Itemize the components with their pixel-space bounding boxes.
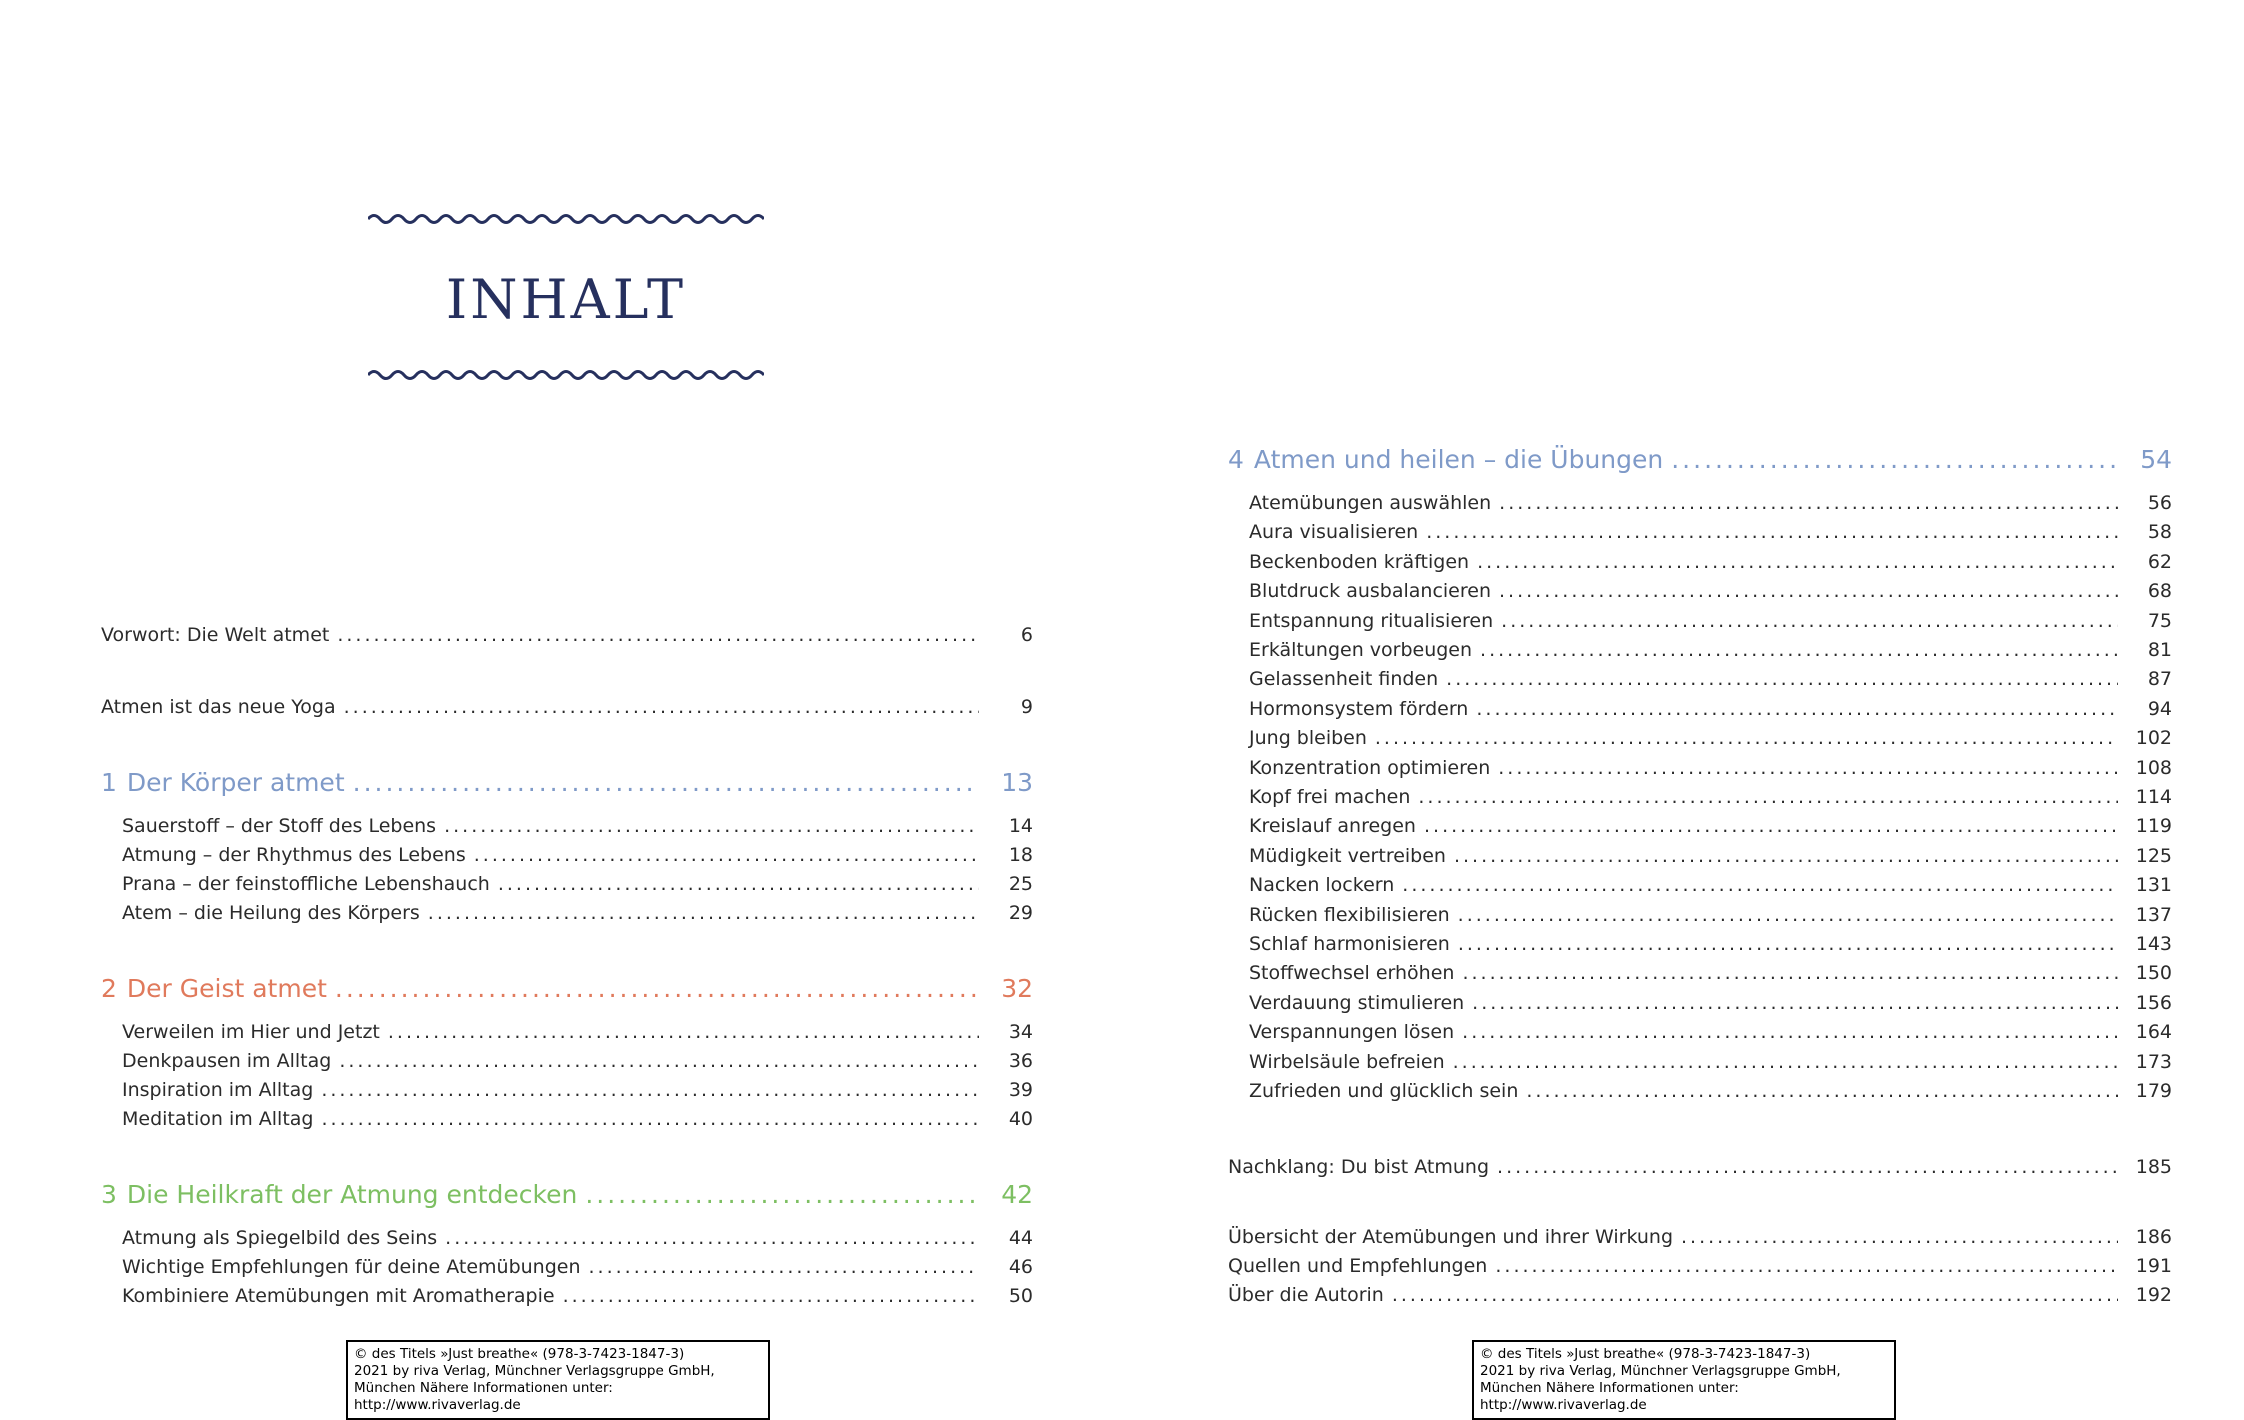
leader-dots: [321, 1079, 979, 1101]
toc-entry-label: Verdauung stimulieren: [1249, 991, 1465, 1014]
toc-entry[interactable]: [1249, 757, 2172, 779]
toc-entry-page: 14: [1008, 815, 1033, 837]
toc-entry[interactable]: [1249, 551, 2172, 573]
copyright-line: 2021 by riva Verlag, Münchner Verlagsgruppe GmbH,: [354, 1363, 715, 1379]
toc-entry[interactable]: [1249, 492, 2172, 514]
toc-entry-page: 87: [2147, 668, 2172, 691]
copyright-line: © des Titels »Just breathe« (978-3-7423-1847-3): [1480, 1346, 1811, 1362]
toc-entry-page: 44: [1008, 1227, 1033, 1249]
toc-entry-label: Müdigkeit vertreiben: [1249, 844, 1446, 867]
toc-entry-label: Denkpausen im Alltag: [122, 1050, 332, 1072]
toc-entry[interactable]: [122, 844, 1033, 866]
chapter-number: 1: [101, 768, 117, 797]
toc-entry-label: Wirbelsäule befreien: [1249, 1050, 1445, 1073]
toc-entry[interactable]: [1249, 668, 2172, 690]
left-page: [0, 0, 1122, 1417]
chapter-title: Atmen und heilen – die Übungen: [1253, 445, 1664, 474]
toc-entry-page: 62: [2147, 550, 2172, 573]
toc-entry-label: Jung bleiben: [1249, 727, 1367, 750]
toc-entry[interactable]: [122, 1285, 1033, 1307]
bottom-wave-ornament: [368, 366, 764, 384]
toc-entry[interactable]: [122, 1108, 1033, 1130]
leader-dots: [444, 815, 979, 837]
leader-dots: [339, 1050, 979, 1072]
toc-entry-label: Zufrieden und glücklich sein: [1249, 1080, 1519, 1102]
toc-entry-label: Konzentration optimieren: [1249, 756, 1491, 779]
toc-entry-label: Atmung – der Rhythmus des Lebens: [122, 844, 466, 866]
toc-entry-page: 179: [2135, 1080, 2172, 1102]
leader-dots: [344, 696, 979, 718]
toc-entry-page: 40: [1008, 1108, 1033, 1130]
toc-entry-label: Übersicht der Atemübungen und ihrer Wirkung: [1228, 1226, 1674, 1248]
toc-entry-page: 39: [1008, 1079, 1033, 1101]
toc-chapter-4[interactable]: [1228, 445, 2172, 474]
leader-dots: [337, 624, 979, 646]
toc-entry[interactable]: [1249, 698, 2172, 720]
toc-entry[interactable]: [1249, 962, 2172, 984]
leader-dots: [1418, 786, 2118, 808]
toc-entry-page: 108: [2135, 756, 2172, 779]
top-wave-ornament: [368, 210, 764, 228]
leader-dots: [1497, 1156, 2118, 1178]
toc-entry-appendix[interactable]: [1228, 1284, 2172, 1306]
leader-dots: [1476, 698, 2118, 720]
toc-entry-page: 137: [2135, 903, 2172, 926]
toc-entry[interactable]: [1249, 580, 2172, 602]
toc-entry-label: Entspannung ritualisieren: [1249, 609, 1494, 632]
toc-entry-page: 58: [2147, 521, 2172, 544]
toc-entry-label: Gelassenheit finden: [1249, 668, 1439, 691]
leader-dots: [1426, 521, 2118, 543]
leader-dots: [1477, 551, 2118, 573]
toc-entry-page: 186: [2135, 1226, 2172, 1248]
toc-entry[interactable]: [1249, 992, 2172, 1014]
toc-entry-label: Kombiniere Atemübungen mit Aromatherapie: [122, 1285, 555, 1307]
leader-dots: [585, 1180, 979, 1209]
toc-entry-page: 81: [2147, 639, 2172, 661]
leader-dots: [1499, 580, 2118, 602]
toc-entry-page: 29: [1008, 902, 1033, 924]
toc-entry[interactable]: [1249, 845, 2172, 867]
leader-dots: [1495, 1255, 2118, 1277]
toc-entry-page: 18: [1008, 844, 1033, 866]
toc-entry-label: Vorwort: Die Welt atmet: [101, 624, 330, 646]
toc-entry-label: Atem – die Heilung des Körpers: [122, 902, 420, 924]
chapter-number: 4: [1228, 445, 1244, 474]
leader-dots: [1681, 1226, 2118, 1248]
toc-entry-page: 75: [2147, 609, 2172, 632]
toc-entry-label: Atmung als Spiegelbild des Seins: [122, 1227, 438, 1249]
toc-entry-page: 46: [1008, 1256, 1033, 1278]
toc-entry-label: Verspannungen lösen: [1249, 1021, 1455, 1044]
leader-dots: [1499, 492, 2118, 514]
toc-entry-label: Verweilen im Hier und Jetzt: [122, 1021, 380, 1043]
toc-entry-page: 156: [2135, 991, 2172, 1014]
toc-entry[interactable]: [122, 1256, 1033, 1278]
toc-entry[interactable]: [1249, 786, 2172, 808]
leader-dots: [1454, 845, 2118, 867]
leader-dots: [335, 974, 979, 1003]
toc-entry-label: Rücken flexibilisieren: [1249, 903, 1450, 926]
page-title: INHALT: [445, 268, 687, 331]
toc-entry-page: 185: [2135, 1156, 2172, 1178]
toc-entry-page: 34: [1008, 1021, 1033, 1043]
toc-entry-label: Hormonsystem fördern: [1249, 697, 1469, 720]
leader-dots: [1402, 874, 2118, 896]
toc-entry-appendix[interactable]: [1228, 1255, 2172, 1277]
toc-entry-label: Schlaf harmonisieren: [1249, 933, 1450, 955]
toc-entry[interactable]: [1249, 1051, 2172, 1073]
toc-entry-label: Atmen ist das neue Yoga: [101, 696, 336, 718]
toc-entry[interactable]: [1249, 1021, 2172, 1043]
chapter-title: Der Körper atmet: [126, 768, 345, 797]
toc-entry-label: Beckenboden kräftigen: [1249, 550, 1470, 573]
toc-entry-vorwort[interactable]: [101, 624, 1033, 646]
toc-entry-page: 36: [1008, 1050, 1033, 1072]
toc-entry-label: Quellen und Empfehlungen: [1228, 1255, 1488, 1277]
chapter-number: 3: [101, 1180, 117, 1209]
leader-dots: [445, 1227, 979, 1249]
leader-dots: [1462, 962, 2118, 984]
toc-entry-page: 102: [2135, 727, 2172, 750]
leader-dots: [388, 1021, 979, 1043]
toc-entry-appendix[interactable]: [1228, 1226, 2172, 1248]
toc-entry[interactable]: [122, 815, 1033, 837]
toc-entry-page: 114: [2135, 786, 2172, 808]
chapter-title: Die Heilkraft der Atmung entdecken: [126, 1180, 578, 1209]
toc-entry[interactable]: [122, 873, 1033, 895]
toc-entry-label: Inspiration im Alltag: [122, 1079, 314, 1101]
toc-entry-page: 25: [1008, 873, 1033, 895]
chapter-page: 42: [1001, 1180, 1033, 1209]
leader-dots: [1375, 727, 2118, 749]
toc-chapter-3[interactable]: [101, 1180, 1033, 1209]
toc-entry-page: 9: [1020, 696, 1033, 718]
leader-dots: [563, 1285, 979, 1307]
toc-entry[interactable]: [122, 1050, 1033, 1072]
chapter-number: 2: [101, 974, 117, 1003]
leader-dots: [321, 1108, 979, 1130]
toc-entry[interactable]: [122, 1079, 1033, 1101]
chapter-page: 32: [1001, 974, 1033, 1003]
toc-entry-label: Erkältungen vorbeugen: [1249, 639, 1473, 661]
toc-entry-page: 143: [2135, 933, 2172, 955]
toc-entry-page: 131: [2135, 874, 2172, 897]
right-page: [1122, 0, 2244, 1417]
toc-entry[interactable]: [122, 1227, 1033, 1249]
toc-entry[interactable]: [1249, 815, 2172, 837]
toc-entry[interactable]: [1249, 874, 2172, 896]
toc-chapter-2[interactable]: [101, 974, 1033, 1003]
copyright-line: München Nähere Informationen unter: http://www.rivaverlag.de: [354, 1380, 613, 1413]
toc-entry-label: Meditation im Alltag: [122, 1108, 314, 1130]
toc-entry-label: Über die Autorin: [1228, 1284, 1384, 1306]
toc-entry[interactable]: [122, 902, 1033, 924]
toc-entry[interactable]: [1249, 904, 2172, 926]
leader-dots: [1392, 1284, 2118, 1306]
leader-dots: [1462, 1021, 2118, 1043]
toc-entry-page: 6: [1020, 624, 1033, 646]
chapter-page: 13: [1001, 768, 1033, 797]
toc-chapter-1[interactable]: [101, 768, 1033, 797]
leader-dots: [1526, 1080, 2118, 1102]
toc-entry-page: 150: [2135, 962, 2172, 985]
toc-entry-page: 56: [2147, 492, 2172, 514]
leader-dots: [353, 768, 979, 797]
toc-entry-page: 119: [2135, 815, 2172, 838]
toc-entry[interactable]: [1249, 639, 2172, 661]
chapter-title: Der Geist atmet: [126, 974, 327, 1003]
toc-entry-label: Blutdruck ausbalancieren: [1249, 580, 1491, 603]
leader-dots: [1472, 992, 2118, 1014]
toc-entry-page: 173: [2135, 1050, 2172, 1073]
leader-dots: [498, 873, 979, 895]
toc-entry-atmen-yoga[interactable]: [101, 696, 1033, 718]
toc-entry-page: 164: [2135, 1021, 2172, 1044]
leader-dots: [1671, 445, 2118, 474]
toc-entry-label: Sauerstoff – der Stoff des Lebens: [122, 815, 437, 837]
toc-entry-page: 68: [2147, 580, 2172, 603]
leader-dots: [1501, 610, 2118, 632]
toc-entry-page: 94: [2147, 697, 2172, 720]
toc-entry-label: Nacken lockern: [1249, 874, 1395, 897]
leader-dots: [589, 1256, 979, 1278]
leader-dots: [1458, 904, 2118, 926]
toc-entry[interactable]: [1249, 1080, 2172, 1102]
leader-dots: [1480, 639, 2118, 661]
toc-entry-page: 191: [2135, 1255, 2172, 1277]
copyright-line: München Nähere Informationen unter: http://www.rivaverlag.de: [1480, 1380, 1739, 1413]
toc-entry[interactable]: [1249, 727, 2172, 749]
leader-dots: [1453, 1051, 2118, 1073]
chapter-page: 54: [2140, 445, 2172, 474]
leader-dots: [1446, 668, 2118, 690]
toc-entry[interactable]: [1249, 933, 2172, 955]
toc-entry-label: Wichtige Empfehlungen für deine Atemübungen: [122, 1256, 581, 1278]
leader-dots: [1498, 757, 2118, 779]
copyright-notice: [1472, 1340, 1896, 1420]
toc-entry-page: 125: [2135, 844, 2172, 867]
toc-entry-label: Atemübungen auswählen: [1249, 492, 1492, 514]
copyright-line: © des Titels »Just breathe« (978-3-7423-1847-3): [354, 1346, 685, 1362]
leader-dots: [474, 844, 979, 866]
toc-entry[interactable]: [1249, 610, 2172, 632]
leader-dots: [428, 902, 979, 924]
toc-entry-label: Nachklang: Du bist Atmung: [1228, 1156, 1490, 1178]
toc-entry-label: Kopf frei machen: [1249, 786, 1411, 808]
leader-dots: [1424, 815, 2118, 837]
leader-dots: [1458, 933, 2118, 955]
toc-entry-label: Stoffwechsel erhöhen: [1249, 962, 1455, 985]
toc-entry-label: Kreislauf anregen: [1249, 815, 1416, 838]
toc-entry[interactable]: [122, 1021, 1033, 1043]
toc-entry-label: Aura visualisieren: [1249, 521, 1419, 544]
toc-entry-page: 50: [1008, 1285, 1033, 1307]
toc-entry[interactable]: [1249, 521, 2172, 543]
toc-entry-page: 192: [2135, 1284, 2172, 1306]
toc-entry-nachklang[interactable]: [1228, 1156, 2172, 1178]
copyright-notice: [346, 1340, 770, 1420]
copyright-line: 2021 by riva Verlag, Münchner Verlagsgruppe GmbH,: [1480, 1363, 1841, 1379]
toc-entry-label: Prana – der feinstoffliche Lebenshauch: [122, 873, 490, 895]
